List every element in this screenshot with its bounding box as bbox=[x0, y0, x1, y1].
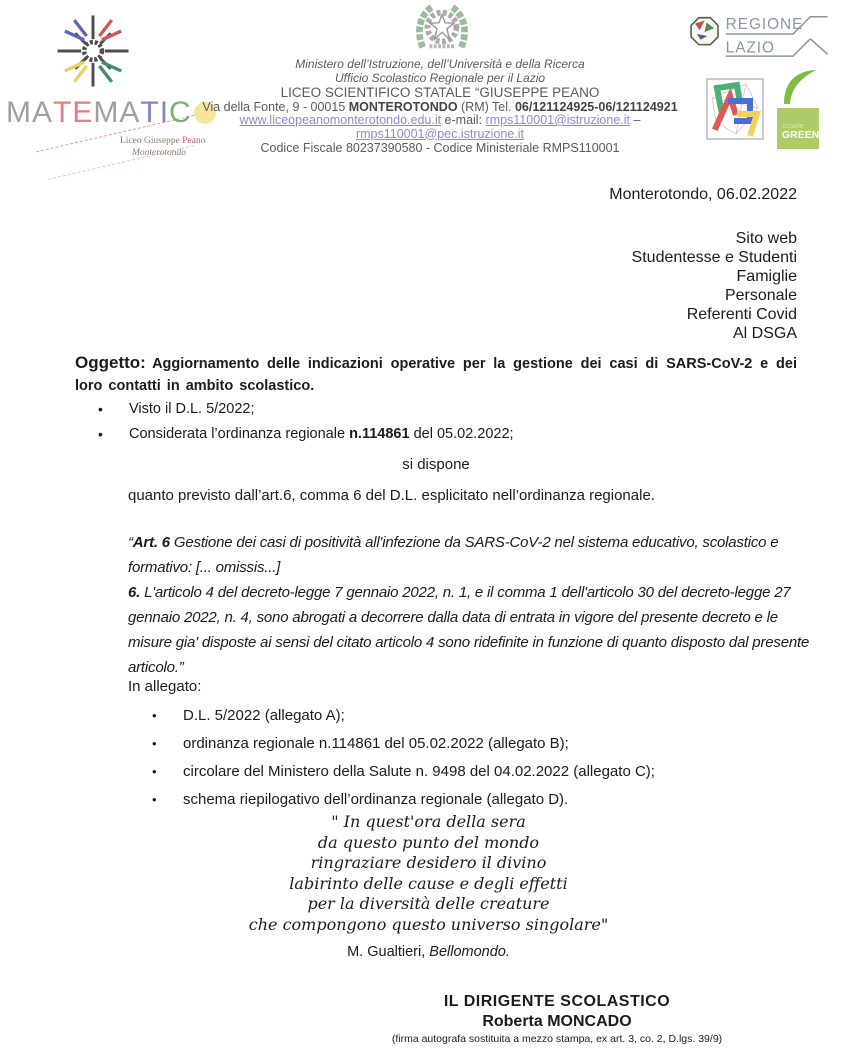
recipient: Famiglie bbox=[736, 268, 797, 285]
premise-text: Visto il D.L. 5/2022; bbox=[129, 401, 255, 417]
leaf-shape bbox=[784, 70, 816, 104]
subject-label: Oggetto: bbox=[75, 353, 146, 372]
premise-text: Considerata l’ordinanza regionale bbox=[129, 426, 350, 442]
separator-dash: – bbox=[630, 113, 641, 127]
attachments-list bbox=[150, 704, 770, 816]
fiscal-codes-line: Codice Fiscale 80237390580 - Codice Ministeriale RMPS110001 bbox=[260, 141, 620, 155]
star-blue-branch bbox=[66, 21, 85, 39]
website-link[interactable]: www.liceopeanomonterotondo.edu.it bbox=[239, 113, 442, 127]
disposition-paragraph: quanto previsto dall’art.6, comma 6 del D.L. esplicitato nell’ordinanza regionale. bbox=[128, 487, 655, 504]
logo-letter: E bbox=[72, 96, 94, 129]
star-red-branch bbox=[100, 21, 119, 39]
poem-line: che compongono questo universo singolare" bbox=[248, 914, 609, 934]
recipient: Studentesse e Studenti bbox=[631, 249, 797, 266]
links-line bbox=[175, 114, 705, 128]
caption-text: Liceo Giuseppe bbox=[120, 136, 183, 146]
poem-line: labirinto delle cause e degli effetti bbox=[289, 873, 568, 893]
logo-letter: T bbox=[53, 96, 73, 129]
star-snowflake-icon bbox=[56, 4, 130, 98]
regione-lazio-logo bbox=[683, 10, 828, 60]
art6-text: Gestione dei casi di positività all'infezione da SARS-CoV-2 nel sistema educativo, scolastico e formativo: [... omissis...] bbox=[128, 534, 779, 576]
recipient: Al DSGA bbox=[732, 325, 797, 342]
star-yellow-branch bbox=[66, 63, 85, 81]
recipient: Sito web bbox=[735, 230, 797, 247]
logo-letter: C bbox=[169, 96, 192, 129]
email-label: e-mail: bbox=[441, 113, 486, 127]
ministry-line: Ministero dell’Istruzione, dell’Università e della Ricerca bbox=[295, 57, 585, 71]
phone-bold: 06/121124925-06/121124921 bbox=[514, 100, 678, 114]
pec-line bbox=[175, 128, 705, 142]
attachment-item: • circolare del Ministero della Salute n. 9498 del 04.02.2022 (allegato C); bbox=[150, 760, 770, 788]
recipients-list bbox=[632, 229, 797, 343]
caption-text-red: Pea bbox=[182, 136, 196, 146]
star-gray-spokes bbox=[57, 15, 128, 86]
lazio-octagon bbox=[691, 18, 718, 45]
subject-text: Aggiornamento delle indicazioni operative per la gestione dei casi di SARS-CoV-2 e dei loro contatti in ambito scolastico. bbox=[75, 356, 797, 394]
quote-art6-paragraph bbox=[128, 530, 810, 580]
school-art-logo bbox=[706, 78, 764, 140]
republic-emblem-icon bbox=[408, 2, 476, 56]
regione-lazio-icon bbox=[683, 10, 828, 60]
recipient: Personale bbox=[724, 287, 797, 304]
green-leaf-panel bbox=[777, 66, 819, 108]
address-text: Via della Fonte, 9 - 00015 bbox=[202, 100, 349, 114]
caption-text: no bbox=[195, 136, 206, 146]
logo-letter: I bbox=[159, 96, 170, 129]
subject-paragraph bbox=[75, 352, 797, 397]
premise-item bbox=[96, 398, 756, 423]
italy-emblem-icon bbox=[408, 2, 476, 56]
date-line: Monterotondo, 06.02.2022 bbox=[609, 186, 797, 203]
regione-text: REGIONE bbox=[725, 16, 804, 34]
green-text: GREEN bbox=[782, 129, 820, 141]
poem-line: da questo punto del mondo bbox=[317, 832, 540, 852]
address-line bbox=[175, 100, 705, 114]
attachment-item: • D.L. 5/2022 (allegato A); bbox=[150, 704, 770, 732]
letterhead bbox=[0, 0, 857, 178]
logo-letter: M bbox=[93, 96, 120, 129]
poem-work-title: Bellomondo. bbox=[429, 944, 510, 960]
art-square-icon bbox=[706, 78, 764, 140]
logo-letter: A bbox=[119, 96, 141, 129]
quote-open: “ bbox=[128, 534, 133, 551]
star-green-branch bbox=[100, 63, 119, 81]
logo-letter: T bbox=[140, 96, 160, 129]
poem-attribution bbox=[0, 944, 857, 960]
signer-name: Roberta MONCADO bbox=[482, 1013, 632, 1030]
premise-text: del 05.02.2022; bbox=[409, 426, 514, 442]
signature-note: (firma autografa sostituita a mezzo stampa, ex art. 3, co. 2, D.lgs. 39/9) bbox=[391, 1033, 723, 1045]
liceo-city-caption: Monterotondo bbox=[132, 148, 187, 158]
poem-line: ringraziare desidero il divino bbox=[310, 853, 547, 872]
pec-link[interactable]: rmps110001@pec.istruzione.it bbox=[355, 126, 525, 141]
logo-letter: A bbox=[32, 96, 54, 129]
school-name: LICEO SCIENTIFICO STATALE “GIUSEPPE PEANO bbox=[280, 85, 600, 100]
poem bbox=[0, 812, 857, 935]
address-text: (RM) Tel. bbox=[457, 100, 515, 114]
matematico-star-icon bbox=[56, 4, 130, 98]
logo-letter-o-disc: O bbox=[194, 102, 216, 124]
attachment-item: • schema riepilogativo dell’ordinanza regionale (allegato D). bbox=[150, 788, 770, 816]
poem-line: per la diversità delle creature bbox=[307, 894, 550, 913]
regional-office-line: Ufficio Scolastico Regionale per il Lazio bbox=[334, 71, 546, 85]
recipient: Referenti Covid bbox=[686, 306, 797, 323]
scuole-text: scuole bbox=[782, 121, 804, 130]
lazio-text: LAZIO bbox=[725, 39, 775, 57]
signature-block bbox=[282, 991, 832, 1046]
attachments-heading: In allegato: bbox=[128, 678, 202, 695]
premises-list bbox=[96, 398, 756, 448]
logo-letter: M bbox=[6, 96, 32, 129]
poem-author: M. Gualtieri, bbox=[347, 944, 430, 960]
signer-role: IL DIRIGENTE SCOLASTICO bbox=[443, 993, 671, 1010]
letterhead-text bbox=[175, 57, 705, 156]
comma6-text: L'articolo 4 del decreto-legge 7 gennaio 2022, n. 1, e il comma 1 dell'articolo 30 del decreto-legge 27 gennaio 2022, n. 4, sono abrogati a decorrere dalla data di entrata in vigore del presente decreto e le misure gia' disposte ai sensi del citato articolo 4 sono ridefinite in funzione di quanto disposto dal presente articolo.” bbox=[128, 584, 810, 676]
ordinance-number-bold: n.114861 bbox=[349, 426, 410, 442]
green-band bbox=[777, 108, 819, 149]
city-bold: MONTEROTONDO bbox=[348, 100, 458, 114]
comma6-label: 6. bbox=[128, 584, 141, 601]
attachment-item: • ordinanza regionale n.114861 del 05.02.2022 (allegato B); bbox=[150, 732, 770, 760]
email-link[interactable]: rmps110001@istruzione.it bbox=[485, 113, 631, 127]
scuole-green-logo bbox=[777, 66, 819, 149]
leaf-icon bbox=[777, 66, 819, 108]
poem-line: " In quest'ora della sera bbox=[331, 812, 526, 831]
art6-label: Art. 6 bbox=[132, 534, 170, 551]
premise-item bbox=[96, 423, 756, 448]
quote-block bbox=[128, 530, 810, 680]
quote-comma6-paragraph bbox=[128, 580, 810, 680]
disposition-heading: si dispone bbox=[402, 456, 470, 473]
